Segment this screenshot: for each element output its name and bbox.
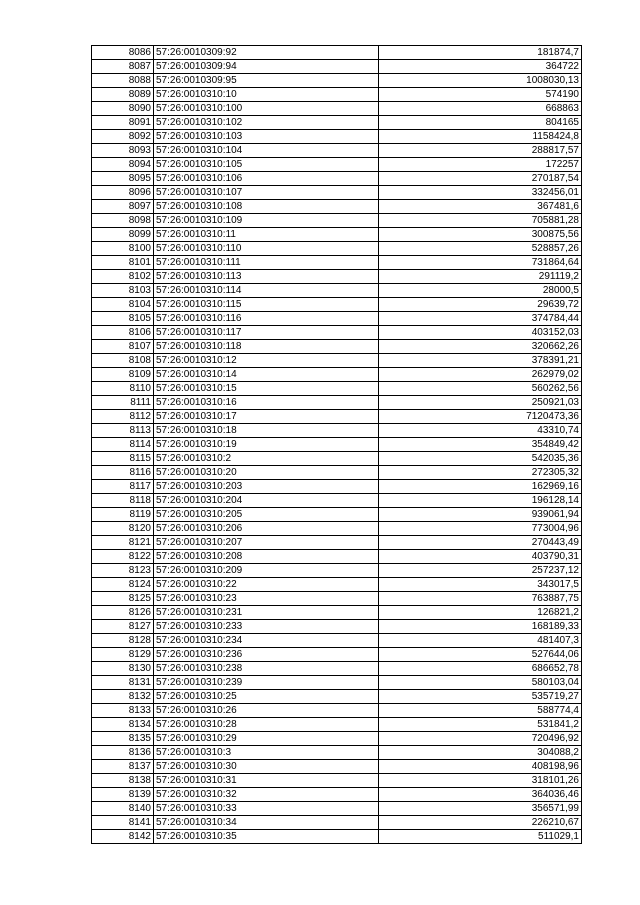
cadastral-number-cell: 57:26:0010310:14 — [154, 368, 379, 382]
cadastral-value-cell: 511029,1 — [379, 830, 582, 844]
row-number-cell: 8129 — [92, 648, 154, 662]
cadastral-value-cell: 481407,3 — [379, 634, 582, 648]
row-number-cell: 8099 — [92, 228, 154, 242]
cadastral-value-cell: 226210,67 — [379, 816, 582, 830]
cadastral-number-cell: 57:26:0010310:107 — [154, 186, 379, 200]
table-row — [92, 228, 582, 242]
row-number-cell: 8109 — [92, 368, 154, 382]
row-number-cell: 8087 — [92, 60, 154, 74]
cadastral-number-cell: 57:26:0010310:34 — [154, 816, 379, 830]
cadastral-number-cell: 57:26:0010310:30 — [154, 760, 379, 774]
table-row — [92, 634, 582, 648]
cadastral-number-cell: 57:26:0010310:205 — [154, 508, 379, 522]
cadastral-value-cell: 1008030,13 — [379, 74, 582, 88]
cadastral-number-cell: 57:26:0010310:10 — [154, 88, 379, 102]
cadastral-number-cell: 57:26:0010310:19 — [154, 438, 379, 452]
cadastral-number-cell: 57:26:0010310:22 — [154, 578, 379, 592]
cadastral-value-cell: 168189,33 — [379, 620, 582, 634]
cadastral-value-cell: 1158424,8 — [379, 130, 582, 144]
row-number-cell: 8096 — [92, 186, 154, 200]
row-number-cell: 8136 — [92, 746, 154, 760]
table-row — [92, 88, 582, 102]
row-number-cell: 8103 — [92, 284, 154, 298]
row-number-cell: 8141 — [92, 816, 154, 830]
cadastral-value-cell: 272305,32 — [379, 466, 582, 480]
cadastral-number-cell: 57:26:0010310:233 — [154, 620, 379, 634]
table-row — [92, 438, 582, 452]
row-number-cell: 8137 — [92, 760, 154, 774]
cadastral-number-cell: 57:26:0010310:108 — [154, 200, 379, 214]
row-number-cell: 8125 — [92, 592, 154, 606]
table-body — [92, 46, 582, 844]
cadastral-number-cell: 57:26:0010310:29 — [154, 732, 379, 746]
row-number-cell: 8101 — [92, 256, 154, 270]
cadastral-number-cell: 57:26:0010310:12 — [154, 354, 379, 368]
cadastral-value-cell: 731864,64 — [379, 256, 582, 270]
row-number-cell: 8105 — [92, 312, 154, 326]
row-number-cell: 8132 — [92, 690, 154, 704]
row-number-cell: 8138 — [92, 774, 154, 788]
cadastral-number-cell: 57:26:0010310:35 — [154, 830, 379, 844]
cadastral-number-cell: 57:26:0010310:116 — [154, 312, 379, 326]
table-row — [92, 676, 582, 690]
cadastral-number-cell: 57:26:0010310:239 — [154, 676, 379, 690]
cadastral-value-cell: 291119,2 — [379, 270, 582, 284]
table-row — [92, 158, 582, 172]
cadastral-value-cell: 527644,06 — [379, 648, 582, 662]
cadastral-value-cell: 403152,03 — [379, 326, 582, 340]
cadastral-number-cell: 57:26:0010310:105 — [154, 158, 379, 172]
cadastral-number-cell: 57:26:0010310:234 — [154, 634, 379, 648]
row-number-cell: 8118 — [92, 494, 154, 508]
cadastral-value-cell: 343017,5 — [379, 578, 582, 592]
cadastral-value-cell: 320662,26 — [379, 340, 582, 354]
row-number-cell: 8133 — [92, 704, 154, 718]
table-row — [92, 312, 582, 326]
cadastral-number-cell: 57:26:0010310:31 — [154, 774, 379, 788]
cadastral-number-cell: 57:26:0010309:92 — [154, 46, 379, 60]
table-row — [92, 74, 582, 88]
row-number-cell: 8107 — [92, 340, 154, 354]
table-row — [92, 606, 582, 620]
row-number-cell: 8113 — [92, 424, 154, 438]
row-number-cell: 8122 — [92, 550, 154, 564]
cadastral-value-cell: 7120473,36 — [379, 410, 582, 424]
cadastral-value-cell: 196128,14 — [379, 494, 582, 508]
row-number-cell: 8127 — [92, 620, 154, 634]
cadastral-value-cell: 686652,78 — [379, 662, 582, 676]
cadastral-value-cell: 535719,27 — [379, 690, 582, 704]
table-row — [92, 620, 582, 634]
row-number-cell: 8114 — [92, 438, 154, 452]
row-number-cell: 8086 — [92, 46, 154, 60]
cadastral-value-cell: 531841,2 — [379, 718, 582, 732]
table-row — [92, 578, 582, 592]
row-number-cell: 8110 — [92, 382, 154, 396]
cadastral-number-cell: 57:26:0010310:118 — [154, 340, 379, 354]
row-number-cell: 8120 — [92, 522, 154, 536]
cadastral-value-cell: 354849,42 — [379, 438, 582, 452]
cadastral-value-cell: 270443,49 — [379, 536, 582, 550]
cadastral-number-cell: 57:26:0010310:231 — [154, 606, 379, 620]
cadastral-number-cell: 57:26:0010310:110 — [154, 242, 379, 256]
table-row — [92, 662, 582, 676]
row-number-cell: 8095 — [92, 172, 154, 186]
cadastral-value-cell: 356571,99 — [379, 802, 582, 816]
table-row — [92, 760, 582, 774]
table-row — [92, 536, 582, 550]
cadastral-number-cell: 57:26:0010310:111 — [154, 256, 379, 270]
table-row — [92, 396, 582, 410]
table-row — [92, 270, 582, 284]
cadastral-number-cell: 57:26:0010310:209 — [154, 564, 379, 578]
row-number-cell: 8098 — [92, 214, 154, 228]
cadastral-number-cell: 57:26:0010310:102 — [154, 116, 379, 130]
table-row — [92, 382, 582, 396]
cadastral-value-cell: 332456,01 — [379, 186, 582, 200]
table-row — [92, 298, 582, 312]
table-row — [92, 466, 582, 480]
row-number-cell: 8124 — [92, 578, 154, 592]
cadastral-value-table — [91, 45, 582, 844]
table-row — [92, 256, 582, 270]
cadastral-number-cell: 57:26:0010310:208 — [154, 550, 379, 564]
cadastral-number-cell: 57:26:0010310:11 — [154, 228, 379, 242]
table-row — [92, 508, 582, 522]
table-row — [92, 592, 582, 606]
cadastral-value-cell: 318101,26 — [379, 774, 582, 788]
cadastral-number-cell: 57:26:0010310:18 — [154, 424, 379, 438]
table-row — [92, 130, 582, 144]
cadastral-value-cell: 28000,5 — [379, 284, 582, 298]
table-row — [92, 116, 582, 130]
table-row — [92, 214, 582, 228]
row-number-cell: 8111 — [92, 396, 154, 410]
table-row — [92, 732, 582, 746]
row-number-cell: 8131 — [92, 676, 154, 690]
row-number-cell: 8090 — [92, 102, 154, 116]
cadastral-number-cell: 57:26:0010310:204 — [154, 494, 379, 508]
cadastral-number-cell: 57:26:0010310:23 — [154, 592, 379, 606]
table-row — [92, 564, 582, 578]
row-number-cell: 8094 — [92, 158, 154, 172]
table-row — [92, 326, 582, 340]
row-number-cell: 8091 — [92, 116, 154, 130]
cadastral-value-cell: 804165 — [379, 116, 582, 130]
cadastral-value-cell: 574190 — [379, 88, 582, 102]
cadastral-value-cell: 288817,57 — [379, 144, 582, 158]
table-row — [92, 102, 582, 116]
table-row — [92, 452, 582, 466]
row-number-cell: 8121 — [92, 536, 154, 550]
cadastral-number-cell: 57:26:0010310:115 — [154, 298, 379, 312]
cadastral-number-cell: 57:26:0010309:95 — [154, 74, 379, 88]
row-number-cell: 8102 — [92, 270, 154, 284]
cadastral-value-cell: 374784,44 — [379, 312, 582, 326]
table-row — [92, 410, 582, 424]
cadastral-number-cell: 57:26:0010310:26 — [154, 704, 379, 718]
cadastral-number-cell: 57:26:0010310:207 — [154, 536, 379, 550]
cadastral-value-cell: 364036,46 — [379, 788, 582, 802]
cadastral-value-cell: 270187,54 — [379, 172, 582, 186]
cadastral-number-cell: 57:26:0010310:16 — [154, 396, 379, 410]
table-row — [92, 648, 582, 662]
row-number-cell: 8119 — [92, 508, 154, 522]
cadastral-number-cell: 57:26:0010310:104 — [154, 144, 379, 158]
cadastral-number-cell: 57:26:0010310:25 — [154, 690, 379, 704]
cadastral-value-cell: 126821,2 — [379, 606, 582, 620]
cadastral-number-cell: 57:26:0010310:100 — [154, 102, 379, 116]
cadastral-number-cell: 57:26:0010310:3 — [154, 746, 379, 760]
row-number-cell: 8097 — [92, 200, 154, 214]
cadastral-number-cell: 57:26:0010310:113 — [154, 270, 379, 284]
table-row — [92, 480, 582, 494]
row-number-cell: 8140 — [92, 802, 154, 816]
table-row — [92, 746, 582, 760]
cadastral-number-cell: 57:26:0010309:94 — [154, 60, 379, 74]
cadastral-value-cell: 162969,16 — [379, 480, 582, 494]
table-row — [92, 46, 582, 60]
cadastral-number-cell: 57:26:0010310:109 — [154, 214, 379, 228]
cadastral-number-cell: 57:26:0010310:33 — [154, 802, 379, 816]
cadastral-value-cell: 588774,4 — [379, 704, 582, 718]
cadastral-value-cell: 408198,96 — [379, 760, 582, 774]
table-row — [92, 830, 582, 844]
cadastral-number-cell: 57:26:0010310:106 — [154, 172, 379, 186]
row-number-cell: 8142 — [92, 830, 154, 844]
row-number-cell: 8089 — [92, 88, 154, 102]
cadastral-number-cell: 57:26:0010310:206 — [154, 522, 379, 536]
cadastral-value-cell: 257237,12 — [379, 564, 582, 578]
row-number-cell: 8092 — [92, 130, 154, 144]
cadastral-value-cell: 773004,96 — [379, 522, 582, 536]
row-number-cell: 8139 — [92, 788, 154, 802]
cadastral-value-cell: 763887,75 — [379, 592, 582, 606]
table-row — [92, 144, 582, 158]
table-row — [92, 704, 582, 718]
cadastral-value-cell: 29639,72 — [379, 298, 582, 312]
cadastral-value-cell: 172257 — [379, 158, 582, 172]
cadastral-value-cell: 403790,31 — [379, 550, 582, 564]
table-row — [92, 690, 582, 704]
cadastral-number-cell: 57:26:0010310:203 — [154, 480, 379, 494]
cadastral-number-cell: 57:26:0010310:236 — [154, 648, 379, 662]
cadastral-number-cell: 57:26:0010310:117 — [154, 326, 379, 340]
cadastral-value-cell: 364722 — [379, 60, 582, 74]
table-row — [92, 242, 582, 256]
row-number-cell: 8112 — [92, 410, 154, 424]
row-number-cell: 8106 — [92, 326, 154, 340]
row-number-cell: 8093 — [92, 144, 154, 158]
cadastral-number-cell: 57:26:0010310:2 — [154, 452, 379, 466]
table-row — [92, 340, 582, 354]
row-number-cell: 8108 — [92, 354, 154, 368]
cadastral-value-cell: 300875,56 — [379, 228, 582, 242]
cadastral-number-cell: 57:26:0010310:103 — [154, 130, 379, 144]
row-number-cell: 8115 — [92, 452, 154, 466]
table-row — [92, 788, 582, 802]
table-row — [92, 354, 582, 368]
row-number-cell: 8123 — [92, 564, 154, 578]
row-number-cell: 8100 — [92, 242, 154, 256]
cadastral-value-cell: 528857,26 — [379, 242, 582, 256]
cadastral-value-cell: 560262,56 — [379, 382, 582, 396]
table-row — [92, 172, 582, 186]
cadastral-value-cell: 705881,28 — [379, 214, 582, 228]
cadastral-value-cell: 43310,74 — [379, 424, 582, 438]
cadastral-number-cell: 57:26:0010310:238 — [154, 662, 379, 676]
row-number-cell: 8130 — [92, 662, 154, 676]
row-number-cell: 8135 — [92, 732, 154, 746]
cadastral-number-cell: 57:26:0010310:28 — [154, 718, 379, 732]
cadastral-value-cell: 304088,2 — [379, 746, 582, 760]
row-number-cell: 8088 — [92, 74, 154, 88]
row-number-cell: 8134 — [92, 718, 154, 732]
table-row — [92, 774, 582, 788]
row-number-cell: 8126 — [92, 606, 154, 620]
cadastral-value-cell: 668863 — [379, 102, 582, 116]
cadastral-value-cell: 580103,04 — [379, 676, 582, 690]
table-row — [92, 494, 582, 508]
cadastral-number-cell: 57:26:0010310:17 — [154, 410, 379, 424]
table-row — [92, 522, 582, 536]
cadastral-number-cell: 57:26:0010310:114 — [154, 284, 379, 298]
row-number-cell: 8104 — [92, 298, 154, 312]
table-row — [92, 60, 582, 74]
cadastral-number-cell: 57:26:0010310:32 — [154, 788, 379, 802]
table-row — [92, 802, 582, 816]
cadastral-number-cell: 57:26:0010310:15 — [154, 382, 379, 396]
table-row — [92, 368, 582, 382]
table-row — [92, 284, 582, 298]
table-row — [92, 550, 582, 564]
row-number-cell: 8116 — [92, 466, 154, 480]
cadastral-value-cell: 939061,94 — [379, 508, 582, 522]
row-number-cell: 8117 — [92, 480, 154, 494]
table-row — [92, 200, 582, 214]
cadastral-value-cell: 542035,36 — [379, 452, 582, 466]
cadastral-value-cell: 262979,02 — [379, 368, 582, 382]
cadastral-value-cell: 181874,7 — [379, 46, 582, 60]
cadastral-value-cell: 250921,03 — [379, 396, 582, 410]
table-row — [92, 424, 582, 438]
cadastral-value-cell: 378391,21 — [379, 354, 582, 368]
cadastral-value-cell: 720496,92 — [379, 732, 582, 746]
table-row — [92, 186, 582, 200]
cadastral-value-cell: 367481,6 — [379, 200, 582, 214]
cadastral-number-cell: 57:26:0010310:20 — [154, 466, 379, 480]
row-number-cell: 8128 — [92, 634, 154, 648]
table-row — [92, 816, 582, 830]
table-row — [92, 718, 582, 732]
